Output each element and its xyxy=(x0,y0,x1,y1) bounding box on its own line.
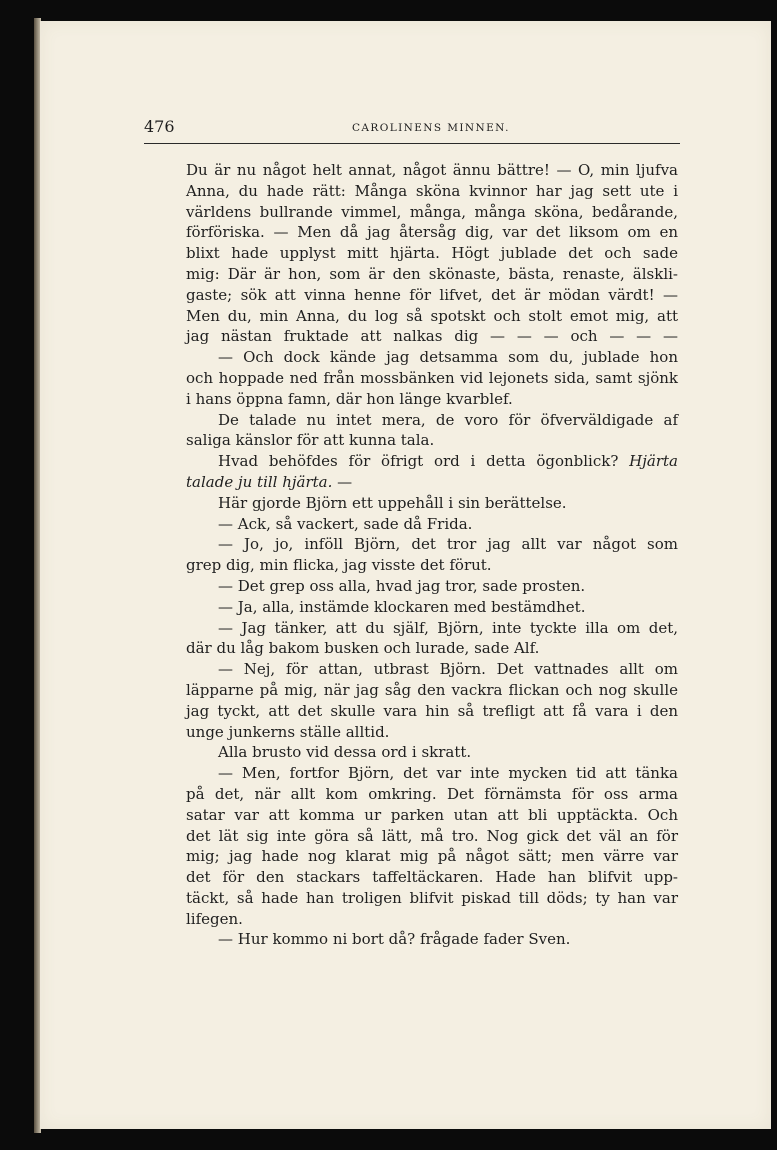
text-line xyxy=(186,929,678,950)
text-line-content: — Jag tänker, att du själf, Björn, inte tyckte illa om det, xyxy=(218,618,678,637)
text-line-content: Här gjorde Björn ett uppehåll i sin berättelse. xyxy=(218,493,567,512)
text-line xyxy=(186,701,678,722)
text-line xyxy=(186,638,678,659)
text-line-content: grep dig, min flicka, jag visste det förut. xyxy=(186,556,492,575)
text-line-content: — Jo, jo, inföll Björn, det tror jag allt var något som xyxy=(218,535,678,554)
text-line xyxy=(186,659,678,680)
text-line xyxy=(186,430,678,451)
text-line xyxy=(186,514,678,535)
text-line xyxy=(186,306,678,327)
text-line xyxy=(186,410,678,431)
text-line xyxy=(186,555,678,576)
text-line-content: — Ack, så vackert, sade då Frida. xyxy=(218,514,473,533)
text-line-content: jag nästan fruktade att nalkas dig — — — och — — — xyxy=(186,327,678,346)
text-line-content: gaste; sök att vinna henne för lifvet, det är mödan värdt! — xyxy=(186,285,678,304)
text-line xyxy=(186,846,678,867)
body-text xyxy=(186,160,678,950)
text-line-content: Men du, min Anna, du log så spotskt och stolt emot mig, att xyxy=(186,306,678,325)
text-line-content: lifegen. xyxy=(186,909,243,928)
text-line xyxy=(186,202,678,223)
text-line-after: — xyxy=(332,472,353,491)
text-line-content: Alla brusto vid dessa ord i skratt. xyxy=(218,743,472,762)
text-line-content: världens bullrande vimmel, många, många sköna, bedårande, xyxy=(186,202,678,221)
text-line xyxy=(186,826,678,847)
text-line-content: unge junkerns ställe alltid. xyxy=(186,722,390,741)
text-line-content: förföriska. — Men då jag återsåg dig, var det liksom om en xyxy=(186,223,678,242)
text-line xyxy=(186,389,678,410)
text-line xyxy=(186,909,678,930)
text-line xyxy=(186,451,678,472)
text-line-content: — Hur kommo ni bort då? frågade fader Sven. xyxy=(218,930,571,949)
text-line-content: — Och dock kände jag detsamma som du, jublade hon xyxy=(218,348,678,367)
text-line xyxy=(186,181,678,202)
text-line xyxy=(186,742,678,763)
text-line xyxy=(186,347,678,368)
text-line-content: — Det grep oss alla, hvad jag tror, sade prosten. xyxy=(218,576,586,595)
text-line-content: Anna, du hade rätt: Många sköna kvinnor har jag sett ute i xyxy=(186,181,678,200)
page-header xyxy=(144,117,680,144)
text-line xyxy=(186,763,678,784)
text-line-italic: Hjärta xyxy=(629,452,678,471)
text-line-content: jag tyckt, att det skulle vara hin så trefligt att få vara i den xyxy=(186,701,678,720)
text-line-content: satar var att komma ur parken utan att bli upptäckta. Och xyxy=(186,805,678,824)
text-line xyxy=(186,805,678,826)
text-line-content: saliga känslor för att kunna tala. xyxy=(186,431,435,450)
text-line-content: det för den stackars taffeltäckaren. Hade han blifvit upp- xyxy=(186,868,678,887)
text-line-content: — Nej, för attan, utbrast Björn. Det vattnades allt om xyxy=(218,660,678,679)
text-line-content: där du låg bakom busken och lurade, sade Alf. xyxy=(186,639,540,658)
text-line-content: det lät sig inte göra så lätt, må tro. Nog gick det väl an för xyxy=(186,826,678,845)
text-line xyxy=(186,534,678,555)
text-line-italic: talade ju till hjärta. xyxy=(186,472,333,491)
text-line xyxy=(186,264,678,285)
text-line xyxy=(186,888,678,909)
text-line-content: — Ja, alla, instämde klockaren med bestämdhet. xyxy=(218,597,586,616)
text-line xyxy=(186,493,678,514)
text-line xyxy=(186,618,678,639)
text-line xyxy=(186,222,678,243)
text-line xyxy=(186,867,678,888)
text-line-content: i hans öppna famn, där hon länge kvarblef. xyxy=(186,389,513,408)
text-line xyxy=(186,680,678,701)
text-line xyxy=(186,784,678,805)
text-line xyxy=(186,368,678,389)
text-line xyxy=(186,326,678,347)
page-number: 476 xyxy=(144,117,175,136)
text-line xyxy=(186,597,678,618)
running-head: CAROLINENS MINNEN. xyxy=(352,122,510,134)
text-line-content: Du är nu något helt annat, något ännu bättre! — O, min ljufva xyxy=(186,161,678,179)
text-line-content: blixt hade upplyst mitt hjärta. Högt jublade det och sade xyxy=(186,244,678,263)
text-line-content: läpparne på mig, när jag såg den vackra flickan och nog skulle xyxy=(186,680,678,699)
text-line-content: och hoppade ned från mossbänken vid lejonets sida, samt sjönk xyxy=(186,368,678,387)
text-line-content: mig; jag hade nog klarat mig på något sätt; men värre var xyxy=(186,847,678,866)
text-line-content: De talade nu intet mera, de voro för öfverväldigade af xyxy=(218,410,678,429)
text-line xyxy=(186,285,678,306)
text-line xyxy=(186,722,678,743)
text-line-content: — Men, fortfor Björn, det var inte mycken tid att tänka xyxy=(218,764,678,783)
text-line-content: mig: Där är hon, som är den skönaste, bästa, renaste, älskli- xyxy=(186,264,678,283)
text-line xyxy=(186,160,678,181)
text-line xyxy=(186,243,678,264)
text-line xyxy=(186,472,678,493)
text-line-content: på det, när allt kom omkring. Det förnämsta för oss arma xyxy=(186,784,678,803)
text-line-content: täckt, så hade han troligen blifvit piskad till döds; ty han var xyxy=(186,888,678,907)
text-line xyxy=(186,576,678,597)
text-line-content: Hvad behöfdes för öfrigt ord i detta ögonblick? xyxy=(218,452,619,471)
